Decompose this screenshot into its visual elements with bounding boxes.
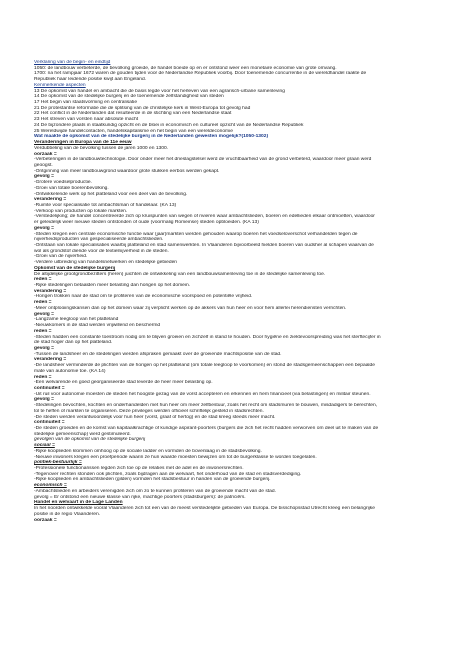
text-line: Republiek haar leidende positie kwijt aan Engeland. [34, 77, 147, 83]
text-line: -Steden kregen een centrale economische functie waar (jaar)markten werden gehouden waarop boeren het voedseloverschot verhandelden tegen de [34, 231, 358, 237]
text-line: gevolg = [34, 397, 54, 403]
text-line: -Ontginning van meer landbouwgrond waardoor grote stukken eerbos werden gekapt. [34, 168, 220, 174]
text-line: verandering = [34, 288, 67, 294]
text-line: gevolg = Er ontstond een nieuwe klasse van rijke, machtige poorters (stadsburgers): de patriciërs. [34, 494, 246, 500]
text-line: gevolgen van de opkomst van de stedelijke burgerij [34, 437, 146, 443]
text-line: 25 Wereldwijde handelcontacten, handelskapitalisme en het begin van een wereldeconomie [34, 128, 233, 134]
text-line: gevolg = [34, 174, 54, 180]
text-line: -Uit ruil voor autonomie moesten de steden het hoogste gezag van de vorst accepteren en erkennen en hem financieel (via belastingen) en militair steunen. [34, 391, 371, 397]
text-line: -Tegenover rechten stonden ook plichten, zoals bijdragen aan de welvaart, het onderhoud van de stad en stadsverdediging. [34, 471, 302, 477]
text-line: -Groei van de nijverheid. [34, 254, 88, 260]
text-line: Wat maakte de opkomst van de stedelijke burgerij in de Nederlanden gewesten mogelijk?(1050-1302) [34, 134, 269, 140]
text-line: -Rijke kooplieden klommen omhoog op de sociale ladder en vormden de bovenlaag in de stadsbevolking. [34, 448, 262, 454]
text-line: gevolg = [34, 311, 54, 317]
text-line: continuiteit = [34, 420, 65, 426]
text-line: 22 Het conflict in de Nederlanden dat resulteerde in de stichting van een Nederlandse staat [34, 111, 232, 117]
text-line: -De steden groeiden en de komst van kapitaalkrachtige of kundige aspirant-poorters (burgers die zich het recht hadden verworven om deel uit te maken van de [34, 426, 379, 431]
text-line: -Nieuwe inwoners kregen een proefperiode waarin ze hun waarde moesten bewijzen om tot de burgerklasse te worden toegelaten. [34, 454, 317, 460]
text-line: -De landsheer verminderde de plichten van de horigen op het platteland (om totale leegloop te voorkomen) en stond de stadsgemeenschappen een bepaalde [34, 363, 375, 369]
text-line: positie in de regio Vlaanderen. [34, 511, 101, 517]
text-line: gevolg = [34, 345, 54, 351]
text-line: de stad hoger dan op het platteland. [34, 340, 113, 346]
text-line: -Ontstaan van lokale specialisaties waarbij platteland en stad samenwerkten. In Vlaanderen bijvoorbeeld hielden boeren van oudsher al schapen waarvan de [34, 243, 374, 248]
text-line: -Verstedelijking; de handel concentreerde zich op kruispunten van wegen of rivieren waar ambachtslieden, boeren en edellieden elkaar ontmoetten, waardoor [34, 214, 375, 220]
text-line: 17 Het begin van staatsvorming en centralisatie [34, 100, 138, 106]
text-line: geoogst. [34, 162, 53, 168]
text-line: -Verkoop van producten op lokale markten. [34, 208, 128, 214]
text-line: Handel en welvaart in de Lage Landen [34, 500, 123, 506]
text-line: -De steden werden verantwoordelijk voor hun heer (vorst, graaf of hertog) en de stad kreeg steeds meer macht. [34, 414, 276, 420]
text-line: stedelijke gemeenschap) werd gestimuleerd. [34, 431, 131, 437]
text-line: Kenmerkende aspecten [34, 82, 86, 88]
text-line: -Ambachtslieden en arbeiders verenigden zich om zo te kunnen profiteren van de groeiende macht van de stad. [34, 488, 276, 494]
text-line: sociaal = [34, 443, 55, 449]
text-line: -Meer ontplooiingskansen dan op het domein waar zij verplicht werken op de akkers van hun heer en voor hem allerlei herendiensten verrichten. [34, 305, 347, 311]
text-line: Opkomst van de stedelijke burgerij [34, 265, 116, 271]
text-line: -Ruimte voor specialisatie tot ambachtsman of handelaar. (KA 13) [34, 202, 177, 208]
text-line: 23 Het streven van vorsten naar absolute macht [34, 117, 139, 123]
text-line: mate van autonomie toe. (KA 14) [34, 368, 106, 374]
text-line: wol als grondstof diende voor de textielnijverheid in de steden. [34, 248, 169, 254]
text-line: -Langzame leegloop van het platteland [34, 317, 119, 323]
text-line: reden = [34, 374, 52, 380]
text-line: politiek-bestuurlijk = [34, 460, 82, 466]
text-line: -Grotere voedselproductie. [34, 180, 92, 186]
text-line: tol te heffen of markten te organiseren. Deze privileges werden officieel schriftelijk gesteld in stadsrechten. [34, 408, 264, 414]
text-line: -Stedelingen bevochten, kochten en onderhandelden met hun heer om meer zelfbestuur, zoals het recht om stadsmuren te bouwen, misdadigers te berechten, [34, 403, 378, 409]
text-line: 14 De opkomst van de stedelijke burgerij en de toenemende zelfstandigheid van steden [34, 94, 224, 100]
text-line: -Een welvarende en goed georganiseerde stad leverde de heer meer belasting op. [34, 380, 213, 386]
text-line: verandering = [34, 197, 67, 203]
text-line: -Nieuwkomers in de stad werden vrijwillend en beschermd [34, 323, 161, 329]
text-line: reden = [34, 277, 52, 283]
text-line: -Verdere uitbreiding van handelsnetwerken en stedelijke gebieden [34, 260, 178, 266]
text-line: -Groei van totale boerenbevolking. [34, 185, 109, 191]
text-line: 1700: na het rampjaar 1672 waren de gouden tijden voor de Nederlandse Republiek voorbij. Door toenemende concurrentie in de wereldhandel raakte de [34, 71, 367, 77]
text-line: reden = [34, 300, 52, 306]
text-line: oorzaak = [34, 151, 57, 157]
text-line: 1050: de landbouw verbeterde, de bevolking groeide, de handel boeide op en er ontstond weer een monetaire economie van grote omvang. [34, 65, 337, 71]
text-line: 13 De opkomst van handel en ambacht die de basis legde voor het herleven van een agrarisch-urbane samenleving [34, 88, 285, 94]
text-line: -Steden hadden een constante toestroom nodig om te blijven groeien en zichzelf in stand te houden. Door hygiëne en ziektevoorspreiding was het sterftecijfer in [34, 334, 381, 340]
text-line: Verklaring van de begin- en eindtijd [34, 60, 111, 65]
text-line: continuiteit = [34, 385, 65, 391]
text-line: -Horigen trokken naar de stad om te profiteren van de economische voorspoed en potentiële vrijheid. [34, 294, 253, 300]
text-line: 21 De protestantse reformatie die de splitsing van de christelijke kerk in West-Europa tot gevolg had [34, 105, 251, 111]
text-line: -Verbeteringen in de landbouwtechnologie. Door onder meer het drieslagstelsel werd de vruchtbaarheid van de grond verbeterd, waardoor meer graan werd [34, 157, 372, 163]
text-line: reden = [34, 328, 52, 334]
text-line: -Rijke stedelingen betaalden meer belasting dan horigen op het domein. [34, 283, 191, 289]
text-line: economisch = [34, 483, 67, 489]
text-line: -Ontwikkelende werk op het platteland voor een deel van de bevolking. [34, 191, 188, 197]
text-line: -Tussen de landsheer en de stedelingen werden afspraken gemaakt over de groeiende machtspositie van de stad. [34, 351, 282, 357]
text-line: 24 De bijzondere plaats in staatkundig opzicht en de bloei in economisch en cultureel opzicht van de Nederlandse Republiek [34, 122, 304, 128]
text-line: er geleidelijk weer nieuwe steden ontstonden of oude (voormalig Romeinse) steden opbloeiden. (KA 13) [34, 220, 259, 226]
text-line: verandering = [34, 357, 67, 363]
text-line: In het noorden ontwikkelde vooral Vlaanderen zich tot een van de meest verstedelijkte gebieden van Europa. De bisschopsstad Utrecht kreeg een belangrijke [34, 506, 375, 512]
text-line: -Professionele functionarissen legden zich toe op de relaties met de adel en de inwonersrechten. [34, 466, 244, 472]
text-line: -Rijke kooplieden en ambachtslieden (gilden) vormden het stadsbestuur in handen van de groeiende burgerij. [34, 477, 271, 483]
text-line: gevolg = [34, 225, 54, 231]
text-line: nijverheidsproducten van gespecialiseerde ambachtslieden. [34, 237, 164, 243]
text-line: oorzaak = [34, 517, 57, 523]
text-line: Verdubbeling van de bevolking tussen de jaren 1000 en 1300. [34, 145, 169, 151]
text-line: De altijdelijke grootgrondbezitters (heren) juichten de ontwikkeling van een landbouwsamenleving toe in de stedelijke samenleving toe. [34, 271, 326, 277]
text-line: Veranderingen in Europa van de 11e eeuw [34, 140, 132, 146]
